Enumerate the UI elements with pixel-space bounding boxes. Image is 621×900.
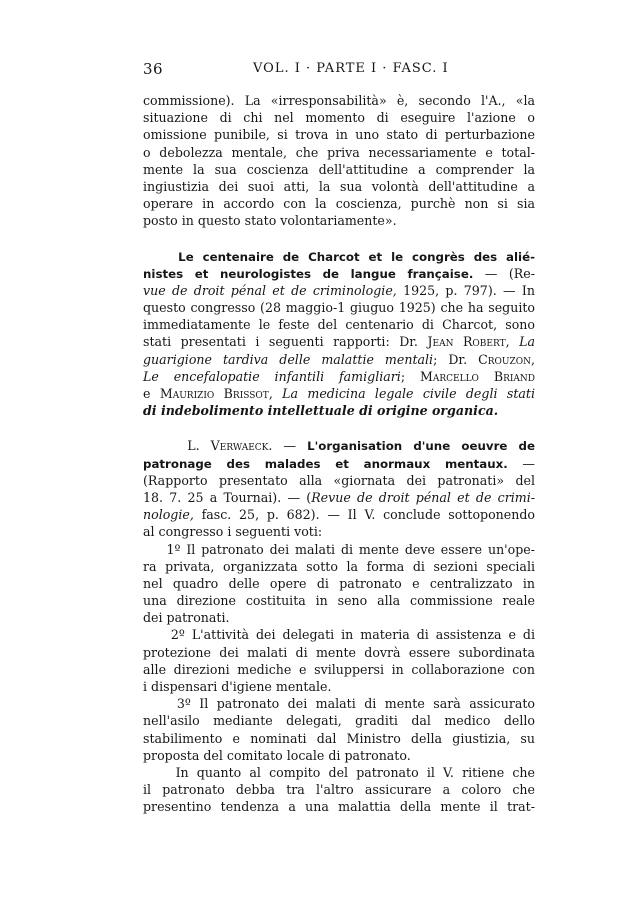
entry-verwaeck xyxy=(143,437,535,540)
text-line: protezione dei malati di mente dovrà essere subordinata xyxy=(143,644,535,660)
entry-charcot xyxy=(143,248,535,420)
text-line: posto in questo stato volontariamente». xyxy=(143,213,397,229)
text-line: al congresso i seguenti voti: xyxy=(143,524,323,540)
text-line: stabilimento e nominati dal Ministro della giustizia, su xyxy=(143,730,535,746)
text-line: presentino tendenza a una malattia della mente il trat- xyxy=(143,799,535,815)
journal-title: Revue de droit pénal et de crimi- xyxy=(311,489,535,505)
text-line: omissione punibile, si trova in uno stato di perturbazione xyxy=(143,127,535,143)
text-line xyxy=(143,248,535,265)
entry-title: Le centenaire de Charcot et le congrès des alié- xyxy=(178,249,535,264)
author-name: Crouzon xyxy=(478,351,531,367)
text-line: patronage des malades et anormaux mentaux. — xyxy=(143,455,535,471)
text-line xyxy=(143,402,535,419)
text-line: guarigione tardiva delle malattie mentali; Dr. Crouzon, xyxy=(143,351,535,367)
running-title: VOL. I · PARTE I · FASC. I xyxy=(253,61,449,76)
text-line: nologie, fasc. 25, p. 682). — Il V. conclude sottoponendo xyxy=(143,507,535,523)
report-title: Le encefalopatie infantili famigliari xyxy=(143,368,401,384)
text-line: vue de droit pénal et de criminologie, 1925, p. 797). — In xyxy=(143,282,535,298)
numbered-point-1 xyxy=(143,541,535,627)
text-line: L. Verwaeck. — L'organisation d'une oeuvre de xyxy=(187,438,535,454)
author-name: Maurizio Brissot xyxy=(159,386,269,401)
report-title: guarigione tardiva delle malattie mentali xyxy=(143,351,434,367)
report-title: La medicina legale civile degli stati xyxy=(282,386,535,401)
paragraph-conclusion xyxy=(143,764,535,816)
text-line: situazione di chi nel momento di eseguire l'azione o xyxy=(143,110,535,126)
text-line: nistes et neurologistes de langue française. — (Re- xyxy=(143,265,535,281)
text-line: ingiustizia dei suoi atti, la sua volontà dell'attitudine a xyxy=(143,178,535,194)
text-line: ra privata, organizzata sotto la forma di sezioni speciali xyxy=(143,558,535,574)
paragraph-continuation xyxy=(143,92,535,230)
page-number: 36 xyxy=(143,60,164,78)
text-line: immediatamente le feste del centenario di Charcot, sono xyxy=(143,317,535,333)
body-text xyxy=(143,92,535,816)
journal-title: nologie, xyxy=(143,507,194,523)
text-line: questo congresso (28 maggio-1 giuguo 1925) che ha seguito xyxy=(143,300,535,316)
entry-title: nistes et neurologistes de langue française. xyxy=(143,266,474,281)
text-line: (Rapporto presentato alla «giornata dei patronati» del xyxy=(143,472,535,488)
text-line: il patronato debba tra l'altro assicurare a coloro che xyxy=(143,782,535,798)
text-line: nel quadro delle opere di patronato e centralizzato in xyxy=(143,575,535,591)
author-name: L. Verwaeck. xyxy=(187,438,273,454)
text-line: 1º Il patronato dei malati di mente deve essere un'ope- xyxy=(166,541,535,557)
entry-title: L'organisation d'une oeuvre de xyxy=(307,439,535,454)
text-line: o debolezza mentale, che priva necessariamente e total- xyxy=(143,144,535,160)
text-line: proposta del comitato locale di patronato. xyxy=(143,747,411,763)
numbered-point-3 xyxy=(143,695,535,764)
text-line: mente la sua coscienza dell'attitudine a comprender la xyxy=(143,161,535,177)
text-line: Le encefalopatie infantili famigliari; Marcello Briand xyxy=(143,368,535,384)
text-line: i dispensari d'igiene mentale. xyxy=(143,679,332,694)
text-line: 3º Il patronato dei malati di mente sarà assicurato xyxy=(176,696,536,712)
text-line: alle direzioni mediche e sviluppersi in collaborazione con xyxy=(143,661,535,677)
text-line: stati presentati i seguenti rapporti: Dr. Jean Robert, La xyxy=(143,334,536,350)
text-line: operare in accordo con la coscienza, purchè non si sia xyxy=(143,196,535,212)
text-line: una direzione costituita in seno alla commissione reale xyxy=(143,593,535,609)
text-line: In quanto al compito del patronato il V. ritiene che xyxy=(175,764,535,780)
text-line: commissione). La «irresponsabilità» è, secondo l'A., «la xyxy=(143,93,535,108)
text-line: 2º L'attività dei delegati in materia di assistenza e di xyxy=(170,627,535,643)
text-line: dei patronati. xyxy=(143,610,230,626)
journal-title: vue de droit pénal et de criminologie, xyxy=(143,282,397,298)
author-name: Jean Robert xyxy=(427,334,506,350)
author-name: Marcello Briand xyxy=(419,368,535,384)
text-line: e Maurizio Brissot, La medicina legale civile degli stati xyxy=(143,386,535,401)
numbered-point-2 xyxy=(143,626,535,695)
running-header xyxy=(143,60,535,82)
text-line: nell'asilo mediante delegati, graditi dal medico dello xyxy=(143,713,535,729)
report-title: di indebolimento intellettuale di origine organica. xyxy=(143,403,499,419)
text-line: 18. 7. 25 a Tournai). — (Revue de droit pénal et de crimi- xyxy=(143,489,535,505)
entry-title: patronage des malades et anormaux mentaux. xyxy=(143,456,508,471)
